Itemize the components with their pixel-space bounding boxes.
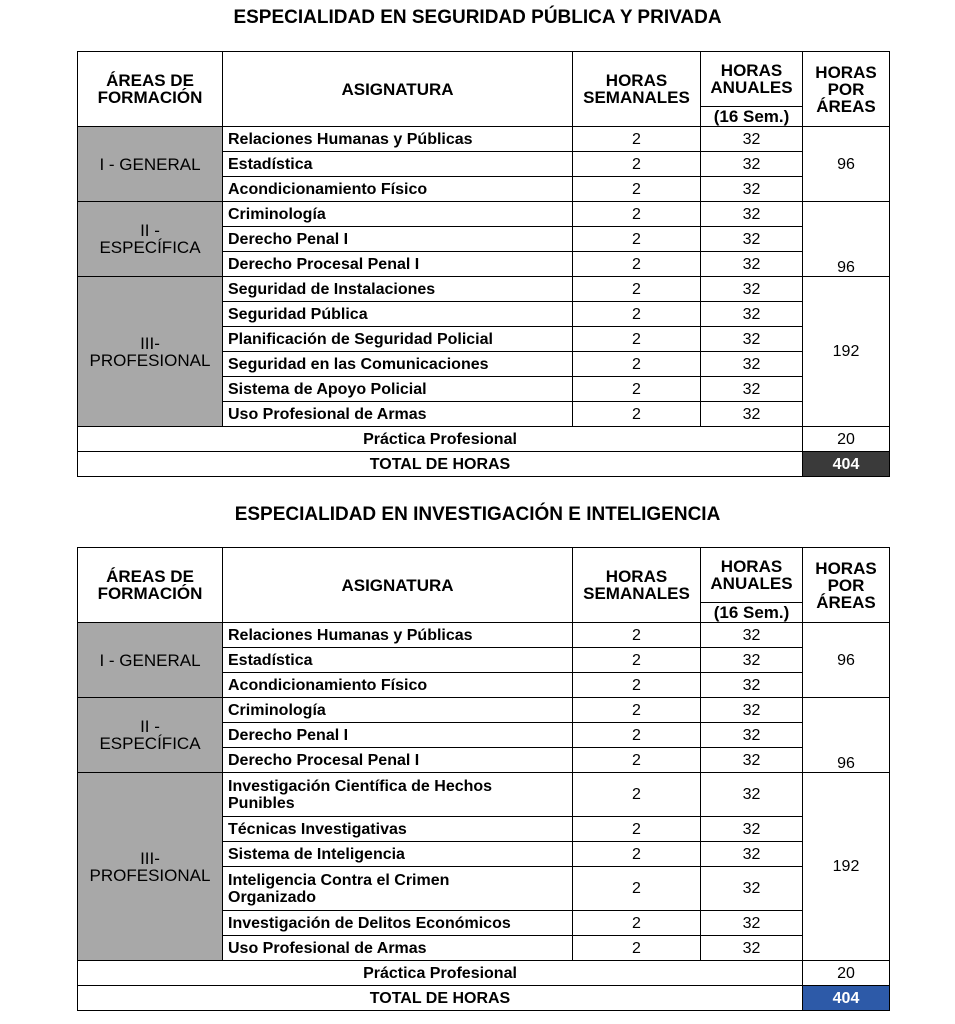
annual-hours-cell: 32 bbox=[701, 227, 803, 252]
annual-hours-cell: 32 bbox=[701, 152, 803, 177]
weekly-hours-cell: 2 bbox=[573, 673, 701, 698]
weekly-hours-cell: 2 bbox=[573, 352, 701, 377]
subject-cell: Inteligencia Contra el Crimen Organizado bbox=[223, 867, 573, 911]
weekly-hours-cell: 2 bbox=[573, 152, 701, 177]
weekly-hours-cell: 2 bbox=[573, 723, 701, 748]
area-general: I - GENERAL bbox=[78, 127, 223, 202]
weekly-hours-cell: 2 bbox=[573, 402, 701, 427]
annual-hours-cell: 32 bbox=[701, 252, 803, 277]
annual-hours-cell: 32 bbox=[701, 748, 803, 773]
subject-cell: Seguridad Pública bbox=[223, 302, 573, 327]
annual-hours-cell: 32 bbox=[701, 723, 803, 748]
subject-cell: Investigación Científica de Hechos Punibles bbox=[223, 773, 573, 817]
subject-cell: Sistema de Inteligencia bbox=[223, 842, 573, 867]
annual-hours-cell: 32 bbox=[701, 277, 803, 302]
weekly-hours-cell: 2 bbox=[573, 698, 701, 723]
subject-cell: Criminología bbox=[223, 202, 573, 227]
subject-cell: Seguridad en las Comunicaciones bbox=[223, 352, 573, 377]
annual-hours-cell: 32 bbox=[701, 817, 803, 842]
subject-cell: Investigación de Delitos Económicos bbox=[223, 911, 573, 936]
subject-cell: Relaciones Humanas y Públicas bbox=[223, 127, 573, 152]
subject-cell: Relaciones Humanas y Públicas bbox=[223, 623, 573, 648]
header-weekly-hours: HORAS SEMANALES bbox=[573, 548, 701, 623]
header-annual-weeks: (16 Sem.) bbox=[701, 107, 803, 127]
area-total-cell: 192 bbox=[803, 277, 890, 427]
total-value: 404 bbox=[803, 452, 890, 477]
annual-hours-cell: 32 bbox=[701, 673, 803, 698]
header-subject: ASIGNATURA bbox=[223, 52, 573, 127]
subject-cell: Estadística bbox=[223, 648, 573, 673]
annual-hours-cell: 32 bbox=[701, 352, 803, 377]
area-specific: II - ESPECÍFICA bbox=[78, 698, 223, 773]
header-areas: ÁREAS DE FORMACIÓN bbox=[78, 52, 223, 127]
area-specific: II - ESPECÍFICA bbox=[78, 202, 223, 277]
subject-cell: Uso Profesional de Armas bbox=[223, 402, 573, 427]
header-hours-by-area: HORAS POR ÁREAS bbox=[803, 548, 890, 623]
subject-cell: Planificación de Seguridad Policial bbox=[223, 327, 573, 352]
annual-hours-cell: 32 bbox=[701, 127, 803, 152]
subject-cell: Acondicionamiento Físico bbox=[223, 177, 573, 202]
header-hours-by-area: HORAS POR ÁREAS bbox=[803, 52, 890, 127]
section-title: ESPECIALIDAD EN INVESTIGACIÓN E INTELIGENCIA bbox=[234, 504, 721, 525]
annual-hours-cell: 32 bbox=[701, 911, 803, 936]
annual-hours-cell: 32 bbox=[701, 698, 803, 723]
header-annual-hours: HORAS ANUALES bbox=[701, 548, 803, 603]
weekly-hours-cell: 2 bbox=[573, 227, 701, 252]
annual-hours-cell: 32 bbox=[701, 773, 803, 817]
header-subject: ASIGNATURA bbox=[223, 548, 573, 623]
subject-cell: Derecho Procesal Penal I bbox=[223, 252, 573, 277]
header-annual-hours: HORAS ANUALES bbox=[701, 52, 803, 107]
practice-label: Práctica Profesional bbox=[78, 427, 803, 452]
weekly-hours-cell: 2 bbox=[573, 327, 701, 352]
area-professional: III- PROFESIONAL bbox=[78, 773, 223, 961]
weekly-hours-cell: 2 bbox=[573, 302, 701, 327]
annual-hours-cell: 32 bbox=[701, 302, 803, 327]
header-areas: ÁREAS DE FORMACIÓN bbox=[78, 548, 223, 623]
annual-hours-cell: 32 bbox=[701, 202, 803, 227]
weekly-hours-cell: 2 bbox=[573, 202, 701, 227]
subject-cell: Uso Profesional de Armas bbox=[223, 936, 573, 961]
weekly-hours-cell: 2 bbox=[573, 773, 701, 817]
weekly-hours-cell: 2 bbox=[573, 867, 701, 911]
practice-value: 20 bbox=[803, 427, 890, 452]
subject-cell: Técnicas Investigativas bbox=[223, 817, 573, 842]
weekly-hours-cell: 2 bbox=[573, 623, 701, 648]
header-weekly-hours: HORAS SEMANALES bbox=[573, 52, 701, 127]
area-total-cell: 96 bbox=[803, 698, 890, 773]
annual-hours-cell: 32 bbox=[701, 648, 803, 673]
weekly-hours-cell: 2 bbox=[573, 842, 701, 867]
annual-hours-cell: 32 bbox=[701, 867, 803, 911]
annual-hours-cell: 32 bbox=[701, 327, 803, 352]
practice-value: 20 bbox=[803, 961, 890, 986]
area-total-cell: 192 bbox=[803, 773, 890, 961]
practice-label: Práctica Profesional bbox=[78, 961, 803, 986]
curriculum-table bbox=[77, 51, 890, 477]
weekly-hours-cell: 2 bbox=[573, 911, 701, 936]
weekly-hours-cell: 2 bbox=[573, 127, 701, 152]
annual-hours-cell: 32 bbox=[701, 936, 803, 961]
area-general: I - GENERAL bbox=[78, 623, 223, 698]
subject-cell: Seguridad de Instalaciones bbox=[223, 277, 573, 302]
area-professional: III- PROFESIONAL bbox=[78, 277, 223, 427]
subject-cell: Sistema de Apoyo Policial bbox=[223, 377, 573, 402]
subject-cell: Estadística bbox=[223, 152, 573, 177]
weekly-hours-cell: 2 bbox=[573, 648, 701, 673]
total-label: TOTAL DE HORAS bbox=[78, 452, 803, 477]
weekly-hours-cell: 2 bbox=[573, 177, 701, 202]
section-title: ESPECIALIDAD EN SEGURIDAD PÚBLICA Y PRIVADA bbox=[233, 7, 722, 28]
annual-hours-cell: 32 bbox=[701, 177, 803, 202]
subject-cell: Derecho Penal I bbox=[223, 227, 573, 252]
area-total-cell: 96 bbox=[803, 127, 890, 202]
annual-hours-cell: 32 bbox=[701, 402, 803, 427]
area-total-cell: 96 bbox=[803, 623, 890, 698]
weekly-hours-cell: 2 bbox=[573, 252, 701, 277]
annual-hours-cell: 32 bbox=[701, 377, 803, 402]
weekly-hours-cell: 2 bbox=[573, 277, 701, 302]
subject-cell: Acondicionamiento Físico bbox=[223, 673, 573, 698]
weekly-hours-cell: 2 bbox=[573, 936, 701, 961]
annual-hours-cell: 32 bbox=[701, 623, 803, 648]
annual-hours-cell: 32 bbox=[701, 842, 803, 867]
subject-cell: Derecho Penal I bbox=[223, 723, 573, 748]
header-annual-weeks: (16 Sem.) bbox=[701, 603, 803, 623]
weekly-hours-cell: 2 bbox=[573, 817, 701, 842]
area-total-cell: 96 bbox=[803, 202, 890, 277]
weekly-hours-cell: 2 bbox=[573, 377, 701, 402]
subject-cell: Criminología bbox=[223, 698, 573, 723]
curriculum-table bbox=[77, 547, 890, 1011]
total-value: 404 bbox=[803, 986, 890, 1011]
total-label: TOTAL DE HORAS bbox=[78, 986, 803, 1011]
subject-cell: Derecho Procesal Penal I bbox=[223, 748, 573, 773]
weekly-hours-cell: 2 bbox=[573, 748, 701, 773]
